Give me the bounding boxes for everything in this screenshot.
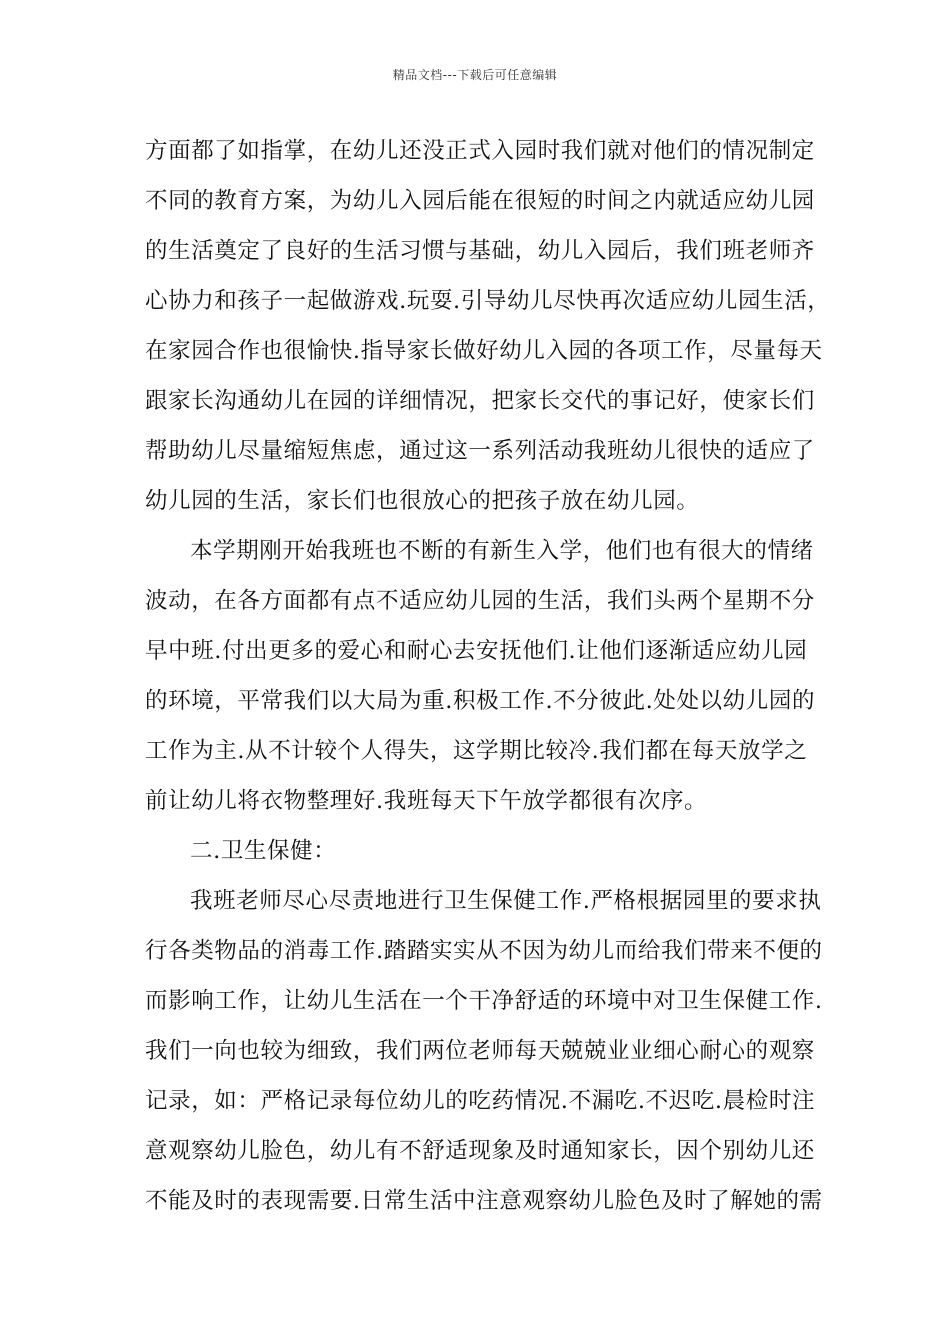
page-header: 精品文档---下载后可任意编辑	[392, 68, 558, 82]
paragraph-line: 不同的教育方案，为幼儿入园后能在很短的时间之内就适应幼儿园	[145, 188, 815, 214]
paragraph-line: 我们一向也较为细致，我们两位老师每天兢兢业业细心耐心的观察	[145, 1038, 815, 1064]
paragraph-line: 记录，如：严格记录每位幼儿的吃药情况.不漏吃.不迟吃.晨检时注	[145, 1088, 816, 1114]
paragraph-line: 在家园合作也很愉快.指导家长做好幼儿入园的各项工作，尽量每天	[145, 338, 823, 364]
paragraph-line: 心协力和孩子一起做游戏.玩耍.引导幼儿尽快再次适应幼儿园生活，	[145, 288, 831, 314]
paragraph-line: 的生活奠定了良好的生活习惯与基础，幼儿入园后，我们班老师齐	[145, 238, 815, 264]
paragraph-line: 的环境，平常我们以大局为重.积极工作.不分彼此.处处以幼儿园的	[145, 688, 816, 714]
paragraph-line: 早中班.付出更多的爱心和耐心去安抚他们.让他们逐渐适应幼儿园	[145, 638, 808, 664]
paragraph-line: 跟家长沟通幼儿在园的详细情况，把家长交代的事记好，使家长们	[145, 388, 815, 414]
paragraph-line: 前让幼儿将衣物整理好.我班每天下午放学都很有次序。	[145, 788, 708, 814]
section-heading: 二.卫生保健：	[190, 838, 337, 864]
paragraph-line: 不能及时的表现需要.日常生活中注意观察幼儿脸色及时了解她的需	[145, 1188, 823, 1214]
paragraph-line: 而影响工作，让幼儿生活在一个干净舒适的环境中对卫生保健工作.	[145, 988, 823, 1014]
paragraph-line: 帮助幼儿尽量缩短焦虑，通过这一系列活动我班幼儿很快的适应了	[145, 438, 815, 464]
paragraph-line: 方面都了如指掌，在幼儿还没正式入园时我们就对他们的情况制定	[145, 138, 815, 164]
paragraph-line: 本学期刚开始我班也不断的有新生入学，他们也有很大的情绪	[190, 538, 814, 564]
paragraph-line: 我班老师尽心尽责地进行卫生保健工作.严格根据园里的要求执	[190, 888, 822, 914]
paragraph-line: 工作为主.从不计较个人得失，这学期比较冷.我们都在每天放学之	[145, 738, 808, 764]
paragraph-line: 幼儿园的生活，家长们也很放心的把孩子放在幼儿园。	[145, 488, 700, 514]
paragraph-line: 波动，在各方面都有点不适应幼儿园的生活，我们头两个星期不分	[145, 588, 815, 614]
paragraph-line: 行各类物品的消毒工作.踏踏实实从不因为幼儿而给我们带来不便的	[145, 938, 823, 964]
paragraph-line: 意观察幼儿脸色，幼儿有不舒适现象及时通知家长，因个别幼儿还	[145, 1138, 815, 1164]
